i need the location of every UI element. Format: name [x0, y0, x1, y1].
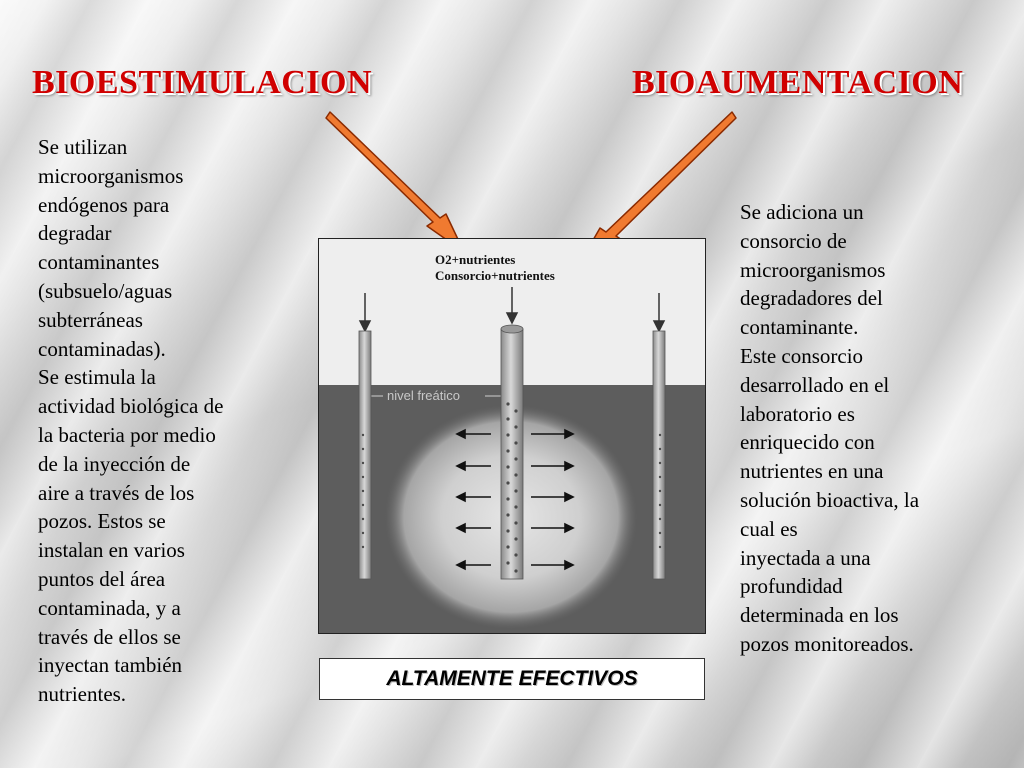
- effectiveness-callout: ALTAMENTE EFECTIVOS: [319, 658, 705, 700]
- central-injection-well: [501, 329, 523, 579]
- title-bioaumentacion: BIOAUMENTACION: [632, 64, 964, 101]
- left-pointer-arrow-icon: [326, 112, 464, 252]
- bioremediation-diagram: [318, 238, 706, 634]
- left-injection-well: [359, 331, 371, 579]
- right-injection-well: [653, 331, 665, 579]
- water-table-label: nivel freático: [387, 388, 460, 403]
- label-consorcio-nutrientes: Consorcio+nutrientes: [435, 268, 555, 283]
- bioestimulacion-description: Se utilizan microorganismos endógenos para degradar contaminantes (subsuelo/aguas subterráneas contaminadas). Se estimula la actividad biológica de la bacteria por medio de la inyección de aire a través de los pozos. Estos se instalan en varios puntos del área contaminada, y a través de ellos se inyectan también nutrientes.: [38, 135, 224, 707]
- title-bioestimulacion: BIOESTIMULACION: [32, 64, 373, 101]
- bioaumentacion-description: Se adiciona un consorcio de microorganismos degradadores del contaminante. Este consorcio desarrollado en el laboratorio es enriquecido con nutrientes en una solución bioactiva, la cual es inyectada a una profundidad determinada en los pozos monitoreados.: [740, 200, 920, 656]
- label-o2-nutrientes: O2+nutrientes: [435, 252, 516, 267]
